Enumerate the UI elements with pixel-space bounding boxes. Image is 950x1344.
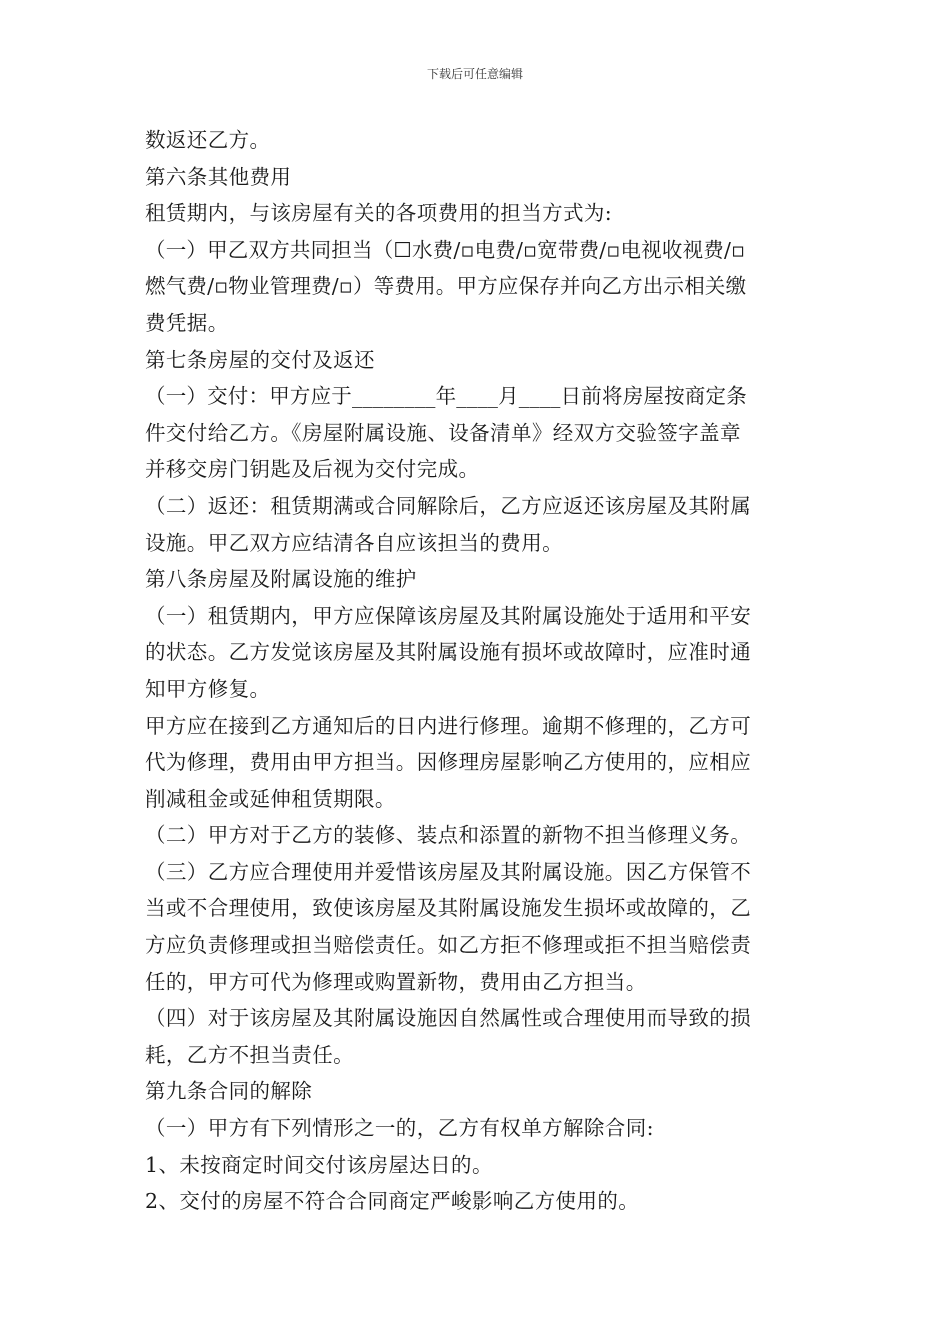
text-line: 数返还乙方。 [145, 128, 271, 152]
text-line: （一）交付：甲方应于________年____月____日前将房屋按商定条 [145, 384, 747, 409]
section-heading: 第六条其他费用 [145, 164, 292, 189]
text-line: 费凭据。 [145, 310, 229, 335]
text-line: 甲方应在接到乙方通知后的日内进行修理。逾期不修理的，乙方可 [145, 713, 752, 738]
section-heading: 第九条合同的解除 [145, 1079, 313, 1104]
text-line: （一）甲乙双方共同担当（☐水费/▫电费/▫宽带费/▫电视收视费/▫ [145, 237, 746, 262]
text-line: 设施。甲乙双方应结清各自应该担当的费用。 [145, 530, 563, 555]
text-line: （一）租赁期内，甲方应保障该房屋及其附属设施处于适用和平安 [145, 603, 752, 628]
text-line: 当或不合理使用，致使该房屋及其附属设施发生损坏或故障的，乙 [145, 896, 752, 921]
text-line: 方应负责修理或担当赔偿责任。如乙方拒不修理或拒不担当赔偿责 [145, 933, 752, 958]
text-line: 并移交房门钥匙及后视为交付完成。 [145, 457, 480, 482]
text-line: 耗，乙方不担当责任。 [145, 1042, 354, 1067]
text-line: 燃气费/▫物业管理费/▫）等费用。甲方应保存并向乙方出示相关缴 [145, 274, 747, 299]
list-item: 1、未按商定时间交付该房屋达日的。 [145, 1152, 493, 1177]
text-line: 任的，甲方可代为修理或购置新物，费用由乙方担当。 [145, 969, 647, 994]
section-heading: 第八条房屋及附属设施的维护 [145, 567, 417, 592]
text-line: 件交付给乙方。《房屋附属设施、设备清单》经双方交验签字盖章 [145, 420, 741, 445]
text-line: 的状态。乙方发觉该房屋及其附属设施有损坏或故障时，应准时通 [145, 640, 752, 665]
text-line: 代为修理，费用由甲方担当。因修理房屋影响乙方使用的，应相应 [145, 750, 752, 775]
document-body [145, 122, 810, 1220]
text-line: 知甲方修复。 [145, 676, 271, 701]
text-line: （一）甲方有下列情形之一的，乙方有权单方解除合同: [145, 1116, 654, 1141]
section-heading: 第七条房屋的交付及返还 [145, 347, 375, 372]
text-line: （四）对于该房屋及其附属设施因自然属性或合理使用而导致的损 [145, 1006, 752, 1031]
text-line: （三）乙方应合理使用并爱惜该房屋及其附属设施。因乙方保管不 [145, 859, 752, 884]
list-item: 2、交付的房屋不符合合同商定严峻影响乙方使用的。 [145, 1189, 640, 1214]
page-header: 下载后可任意编辑 [426, 67, 523, 81]
text-line: 租赁期内，与该房屋有关的各项费用的担当方式为: [145, 201, 613, 226]
text-line: （二）甲方对于乙方的装修、装点和添置的新物不担当修理义务。 [145, 823, 752, 848]
text-line: （二）返还：租赁期满或合同解除后，乙方应返还该房屋及其附属 [145, 493, 752, 518]
text-line: 削减租金或延伸租赁期限。 [145, 786, 396, 811]
